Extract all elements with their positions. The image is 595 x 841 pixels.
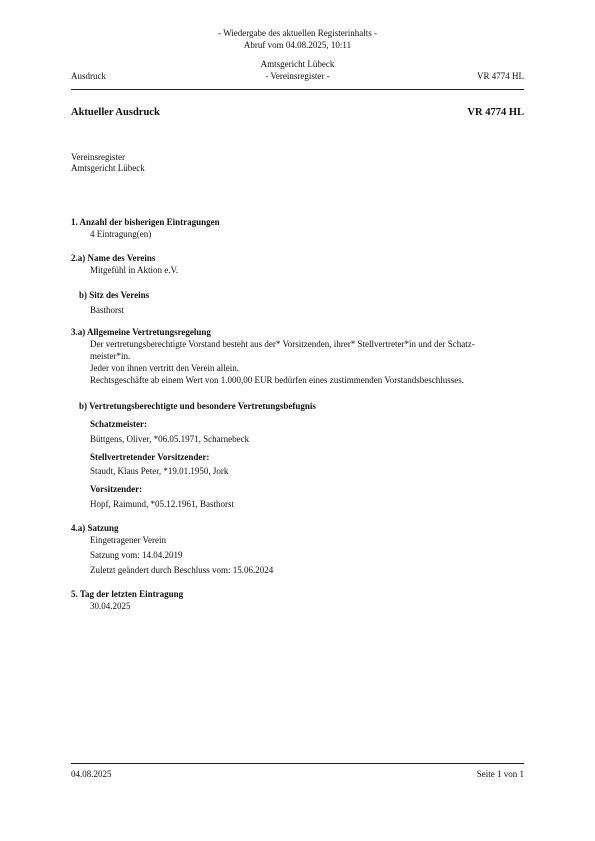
header-register-type: - Vereinsregister - (265, 71, 330, 81)
role-deputy-chair-value: Staudt, Klaus Peter, *19.01.1950, Jork (90, 466, 229, 476)
section-2b-value: Basthorst (90, 305, 125, 315)
section-3a-line: meister*in. (90, 351, 131, 361)
role-chair-value: Hopf, Raimund, *05.12.1961, Basthorst (90, 499, 234, 509)
section-5-value: 30.04.2025 (90, 601, 131, 611)
section-2b-title: b) Sitz des Vereins (79, 290, 150, 300)
footer-page-number: Seite 1 von 1 (476, 769, 524, 779)
section-3a-title: 3.a) Allgemeine Vertretungsregelung (71, 327, 211, 337)
section-2a-title: 2.a) Name des Vereins (71, 253, 156, 263)
register-court: Amtsgericht Lübeck (71, 163, 145, 173)
section-4a-amended: Zuletzt geändert durch Beschluss vom: 15.06.2024 (90, 565, 274, 575)
register-name: Vereinsregister (71, 152, 125, 162)
section-3a-line: Rechtsgeschäfte ab einem Wert von 1.000,00 EUR bedürfen eines zustimmenden Vorstandsbeschlusses. (90, 375, 464, 385)
header-register-number: VR 4774 HL (477, 71, 524, 81)
section-3a-line: Jeder von ihnen vertritt den Verein allein. (90, 363, 240, 373)
section-1-title: 1. Anzahl der bisherigen Eintragungen (71, 217, 220, 227)
section-4a-type: Eingetragener Verein (90, 535, 167, 545)
section-3a-line: Der vertretungsberechtigte Vorstand besteht aus der* Vorsitzenden, ihrer* Stellvertreter*in und der Schatz- (90, 339, 475, 349)
section-5-title: 5. Tag der letzten Eintragung (71, 589, 184, 599)
header-retrieval-date: Abruf vom 04.08.2025, 10:11 (243, 40, 352, 50)
header-divider (71, 89, 524, 90)
footer-date: 04.08.2025 (71, 769, 112, 779)
section-2a-value: Mitgefühl in Aktion e.V. (90, 265, 179, 275)
header-court: Amtsgericht Lübeck (260, 59, 335, 69)
document-title: Aktueller Ausdruck (71, 107, 160, 118)
document-number: VR 4774 HL (467, 107, 524, 118)
section-4a-statute-date: Satzung vom: 14.04.2019 (90, 550, 183, 560)
role-treasurer-title: Schatzmeister: (90, 419, 147, 429)
header-reproduction-notice: - Wiedergabe des aktuellen Registerinhalts - (217, 28, 377, 38)
role-chair-title: Vorsitzender: (90, 484, 143, 494)
footer-divider (71, 763, 524, 764)
section-4a-title: 4.a) Satzung (71, 523, 119, 533)
section-3a-text (90, 338, 530, 386)
section-1-value: 4 Eintragung(en) (90, 229, 152, 239)
role-treasurer-value: Büttgens, Oliver, *06.05.1971, Scharnebeck (90, 434, 250, 444)
role-deputy-chair-title: Stellvertretender Vorsitzender: (90, 452, 210, 462)
header-left-label: Ausdruck (71, 71, 106, 81)
section-3b-title: b) Vertretungsberechtigte und besondere Vertretungsbefugnis (79, 401, 316, 411)
